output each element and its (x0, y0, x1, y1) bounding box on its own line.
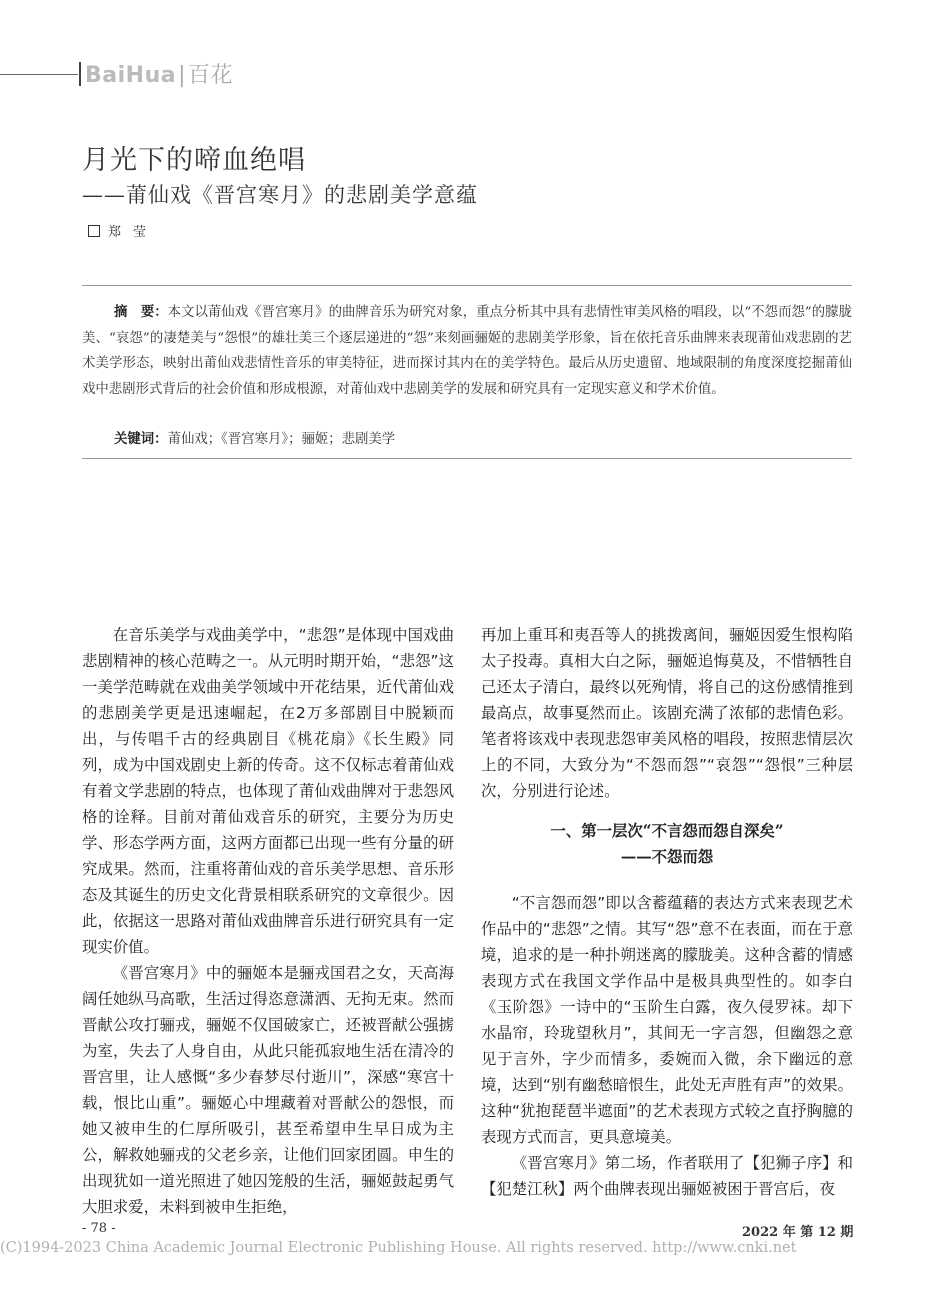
abstract-top-rule (82, 285, 852, 286)
author-line (88, 221, 158, 240)
body-paragraph: 《晋宫寒月》中的骊姬本是骊戎国君之女，天高海阔任她纵马高歌，生活过得恣意潇洒、无拘无束。然而晋献公攻打骊戎，骊姬不仅国破家亡，还被晋献公强掳为室，失去了人身自由，从此只能孤寂地生活在清冷的晋宫里，让人感慨“多少春梦尽付逝川”，深感“寒宫十载，恨比山重”。骊姬心中埋藏着对晋献公的怨恨，而她又被申生的仁厚所吸引，甚至希望申生早日成为主公，解救她骊戎的父老乡亲，让他们回家团圆。申生的出现犹如一道光照进了她囚笼般的生活，骊姬鼓起勇气大胆求爱，未料到被申生拒绝， (82, 964, 454, 1216)
journal-brand (85, 58, 233, 89)
abstract-text: 本文以莆仙戏《晋宫寒月》的曲牌音乐为研究对象，重点分析其中具有悲情性审美风格的唱段，以“不怨而怨”的朦胧美、“哀怨”的凄楚美与“怨恨”的雄壮美三个逐层递进的“怨”来刻画骊姬的悲剧美学形象，旨在依托音乐曲牌来表现莆仙戏悲剧的艺术美学形态，映射出莆仙戏悲情性音乐的审美特征，进而探讨其内在的美学特色。最后从历史遗留、地域限制的角度深度挖掘莆仙戏中悲剧形式背后的社会价值和形成根源，对莆仙戏中悲剧美学的发展和研究具有一定现实意义和学术价值。 (82, 305, 852, 397)
body-paragraph: 再加上重耳和夷吾等人的挑拨离间，骊姬因爱生恨构陷太子投毒。真相大白之际，骊姬追悔莫及，不惜牺牲自己还太子清白，最终以死殉情，将自己的这份感情推到最高点，故事戛然而止。该剧充满了浓郁的悲情色彩。笔者将该戏中表现悲怨审美风格的唱段，按照悲情层次上的不同，大致分为“不怨而怨”“哀怨”“怨恨”三种层次，分别进行论述。 (481, 626, 853, 800)
page-number: - 78 - (82, 1221, 116, 1236)
section-title: 一、第一层次“不言怨而怨自深矣” (550, 822, 784, 840)
copyright-line: (C)1994-2023 China Academic Journal Electronic Publishing House. All rights reserved. http://www.cnki.net (0, 1240, 797, 1256)
brand-latin: BaiHua (85, 63, 177, 88)
body-column-left (82, 622, 454, 1220)
section-subtitle: ——不怨而怨 (620, 848, 714, 866)
keywords-label: 关键词： (114, 432, 168, 447)
header-bar (79, 62, 81, 86)
square-icon (88, 225, 100, 237)
issue-label: 2022 年 第 12 期 (742, 1225, 854, 1240)
header-rule (0, 74, 78, 75)
abstract-bottom-rule (82, 458, 852, 459)
section-heading (481, 818, 853, 870)
author-name: 郑莹 (108, 225, 159, 240)
body-column-right (481, 622, 853, 1202)
abstract-label: 摘 要： (114, 305, 168, 320)
brand-chinese: 百花 (188, 63, 234, 88)
keywords-line (114, 428, 395, 447)
body-paragraph: 《晋宫寒月》第二场，作者联用了【犯狮子序】和【犯楚江秋】两个曲牌表现出骊姬被困于晋宫后，夜 (481, 1154, 853, 1198)
body-paragraph: 在音乐美学与戏曲美学中，“悲怨”是体现中国戏曲悲剧精神的核心范畴之一。从元明时期开始，“悲怨”这一美学范畴就在戏曲美学领域中开花结果，近代莆仙戏的悲剧美学更是迅速崛起，在2万多部剧目中脱颖而出，与传唱千古的经典剧目《桃花扇》《长生殿》同列，成为中国戏剧史上新的传奇。这不仅标志着莆仙戏有着文学悲剧的特点，也体现了莆仙戏曲牌对于悲怨风格的诠释。目前对莆仙戏音乐的研究，主要分为历史学、形态学两方面，这两方面都已出现一些有分量的研究成果。然而，注重将莆仙戏的音乐美学思想、音乐形态及其诞生的历史文化背景相联系研究的文章很少。因此，依据这一思路对莆仙戏曲牌音乐进行研究具有一定现实价值。 (82, 626, 454, 956)
brand-separator: | (178, 63, 186, 88)
keywords-text: 莆仙戏；《晋宫寒月》；骊姬；悲剧美学 (167, 432, 396, 447)
article-title: 月光下的啼血绝唱 (82, 145, 306, 176)
abstract-block (82, 300, 852, 402)
article-subtitle: ——莆仙戏《晋宫寒月》的悲剧美学意蕴 (82, 183, 478, 207)
body-paragraph: “不言怨而怨”即以含蓄蕴藉的表达方式来表现艺术作品中的“悲怨”之情。其写“怨”意不在表面，而在于意境，追求的是一种扑朔迷离的朦胧美。这种含蓄的情感表现方式在我国文学作品中是极具典型性的。如李白《玉阶怨》一诗中的“玉阶生白露，夜久侵罗袜。却下水晶帘，玲珑望秋月”，其间无一字言怨，但幽怨之意见于言外，字少而情多，委婉而入微，余下幽远的意境，达到“别有幽愁暗恨生，此处无声胜有声”的效果。这种“犹抱琵琶半遮面”的艺术表现方式较之直抒胸臆的表现方式而言，更具意境美。 (481, 894, 853, 1146)
